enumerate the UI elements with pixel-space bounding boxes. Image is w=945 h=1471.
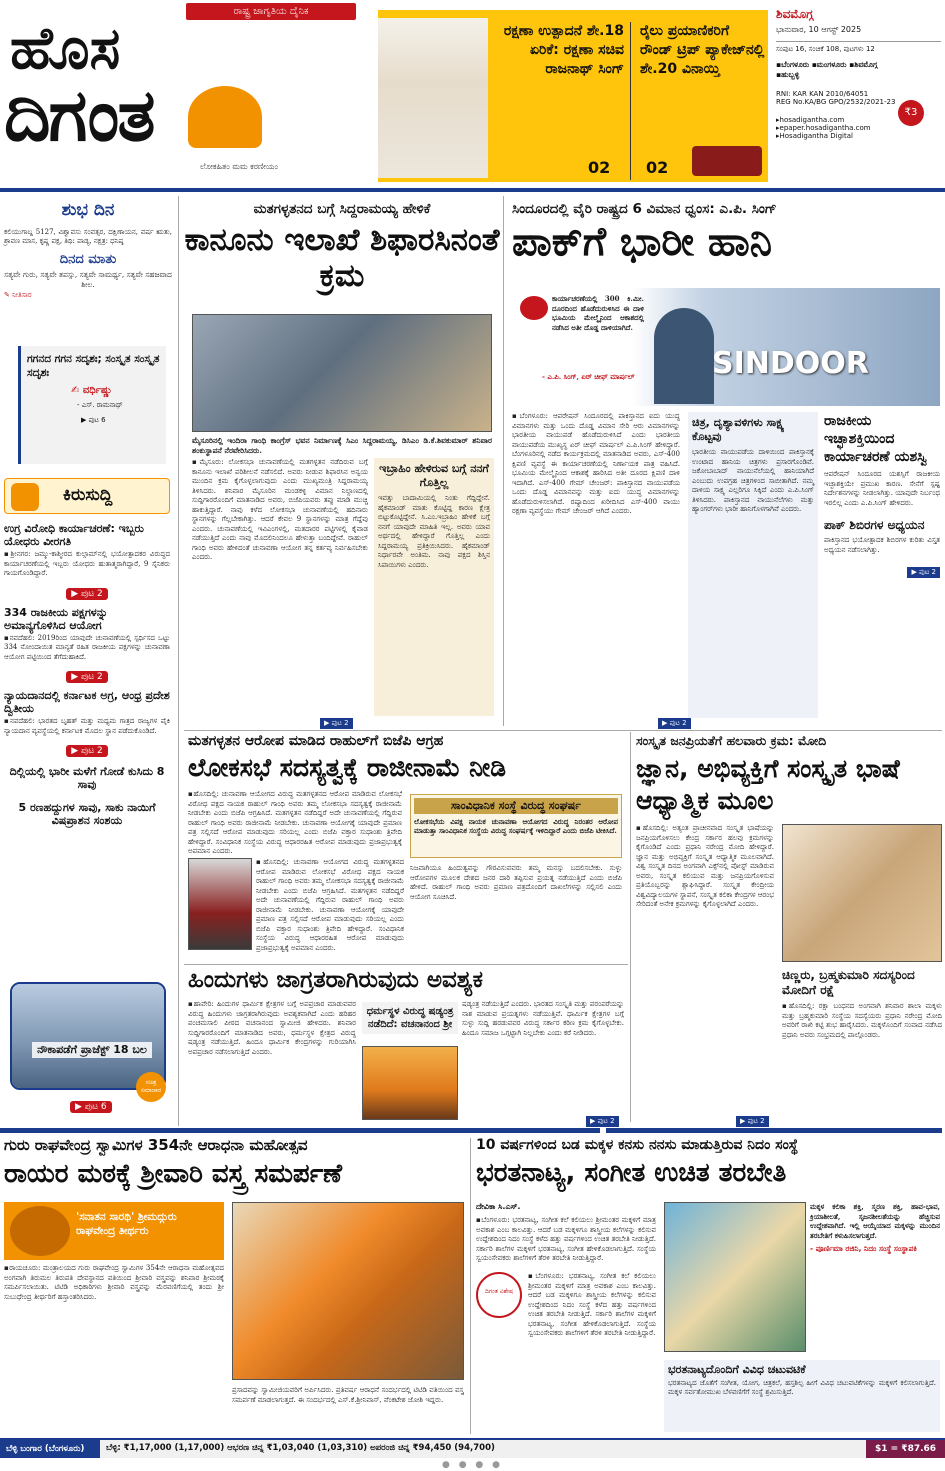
- teaser2-text: ರೈಲು ಪ್ರಯಾಣಿಕರಿಗೆ ರೌಂಡ್ ಟ್ರಿಪ್ ಪ್ಯಾಕೇಜ್‌ನಲ್ಲಿ ಶೇ.20 ವಿನಾಯ್ತಿ: [640, 23, 765, 77]
- price-badge: ₹3: [898, 100, 924, 126]
- story4-headline[interactable]: ಜ್ಞಾನ, ಅಭಿವ್ಯಕ್ತಿಗೆ ಸಂಸ್ಕೃತ ಭಾಷೆ ಆಧ್ಯಾತ್ಮಿಕ ಮೂಲ: [636, 754, 900, 816]
- story1-body: ▪ಮೈಸೂರು: ಲೋಕಸಭಾ ಚುನಾವಣೆಯಲ್ಲಿ ಮತಗಳ್ಳತನ ನಡೆದಿರುವ ಬಗ್ಗೆ ಕಾನೂನು ಇಲಾಖೆ ಪರಿಶೀಲನೆ ನಡೆಸಲಿದೆ. ಅವರು ನೀಡುವ ಶಿಫಾರಸಿನ ಅನ್ವಯ ಮುಂದಿನ ಕ್ರಮ ಕೈಗೊಳ್ಳಲಾಗುವುದು ಎಂದು ಮುಖ್ಯಮಂತ್ರಿ ಸಿದ್ದರಾಮಯ್ಯ ತಿಳಿಸಿದರು. ಶನಿವಾರ ಮೈಸೂರಿನ ಮಂಡಕಳ್ಳಿ ವಿಮಾನ ನಿಲ್ದಾಣದಲ್ಲಿ ಸುದ್ದಿಗಾರರೊಂದಿಗೆ ಮಾತನಾಡಿದ ಅವರು, ಬಿಜೆಪಿಯವರು ತಪ್ಪು ಮಾಡಿ ಮುಚ್ಚಿ ಹಾಕುತ್ತಿದ್ದಾರೆ. ನಾವು ಕಳೆದ ಲೋಕಸಭಾ ಚುನಾವಣೆಯಲ್ಲಿ ಹದಿನಾರು ಸ್ಥಾನಗಳನ್ನು ಗೆಲ್ಲಬೇಕಾಗಿತ್ತು. ಆದರೆ ಕೇವಲ 9 ಸ್ಥಾನಗಳನ್ನು ಮಾತ್ರ ಗೆದ್ದೆವು ಎಂದರು. ಚುನಾವಣೆಯಲ್ಲಿ ಇವಿಎಂಗಳಲ್ಲಿ, ಮತದಾರರ ಪಟ್ಟಿಗಳಲ್ಲಿ ಕೈವಾಡ ನಡೆಯುತ್ತಿದೆ ಎಂದು ನಾವು ಮೊದಲಿನಿಂದಲೂ ಹೇಳುತ್ತಾ ಬಂದಿದ್ದೇವೆ. ರಾಹುಲ್ ಗಾಂಧಿ ಅವರು ಹೇಳಿದಂತೆ ಚುನಾವಣಾ ಆಯೋಗ ತನ್ನ ಕರ್ತವ್ಯ ನಿರ್ವಹಿಸಬೇಕು ಎಂದರು.: [192, 458, 368, 561]
- story2-col2-headline[interactable]: ಚಿತ್ರ, ದೃಶ್ಯಾವಳಿಗಳು ಸಾಕ್ಷ್ಯ ಕೊಟ್ಟವು: [692, 416, 785, 443]
- story2-quote-by: - ಎ.ಪಿ. ಸಿಂಗ್, ಏರ್ ಚೀಫ್ ಮಾರ್ಷಲ್: [542, 372, 635, 381]
- panchanga-text: ಕಲಿಯುಗಾಬ್ದ 5127, ವಿಶ್ವಾವಸು ಸಂವತ್ಸರ, ದಕ್ಷಿಣಾಯನ, ವರ್ಷ ಋತು, ಶ್ರಾವಣ ಮಾಸ, ಕೃಷ್ಣ ಪಕ್ಷ, ತಿಥಿ: ಪಾಡ್ಯ, ನಕ್ಷತ್ರ: ಧನಿಷ್ಠ: [4, 227, 172, 246]
- story6-kicker: ಗುರು ರಾಘವೇಂದ್ರ ಸ್ವಾಮಿಗಳ 354ನೇ ಆರಾಧನಾ ಮಹೋತ್ಸವ: [4, 1136, 308, 1154]
- brief2-headline[interactable]: 334 ರಾಜಕೀಯ ಪಕ್ಷಗಳನ್ನು ಅಮಾನ್ಯಗೊಳಿಸಿದ ಆಯೋಗ: [4, 605, 108, 632]
- motto: ಲೋಕಹಿತಂ ಮಮ ಕರಣೀಯಂ: [200, 162, 279, 171]
- teaser1-page: 02: [588, 158, 611, 177]
- brief1-page[interactable]: ▶ ಪುಟ 2: [66, 588, 108, 600]
- story2-col3-body2: ಪಾಕಿಸ್ತಾನದ ಭಯೋತ್ಪಾದಕ ಶಿಬಿರಗಳ ಕುರಿತು ವಿಸ್ತೃತ ಅಧ್ಯಯನ ನಡೆಸಲಾಗಿತ್ತು.: [824, 536, 940, 554]
- story2-headline[interactable]: ಪಾಕ್‌ಗೆ ಭಾರೀ ಹಾನಿ: [512, 219, 772, 266]
- story1-side-body: ಇವತ್ತು ಬಾದಾಮಿಯಲ್ಲಿ ನಿಂತು ಗೆದ್ದಿದ್ದೇನೆ. ಹೈಕಮಾಂಡ್ ಮಾತು ಕೊಟ್ಟಿದ್ದ ಕಾರಣ ಕ್ಷೇತ್ರ ಬಿಟ್ಟುಕೊಟ್ಟಿದ್ದೇನೆ. ಸಿ.ಎಂ.ಇಬ್ರಾಹಿಂ ಹೇಳಿಕೆ ಬಗ್ಗೆ ನನಗೆ ಯಾವುದೇ ಮಾಹಿತಿ ಇಲ್ಲ. ಅವರು ಯಾವ ಅರ್ಥದಲ್ಲಿ ಹೇಳಿದ್ದಾರೆ ಗೊತ್ತಿಲ್ಲ ಎಂದು ಸಿದ್ದರಾಮಯ್ಯ ಪ್ರತಿಕ್ರಿಯಿಸಿದರು. ಹೈಕಮಾಂಡ್ ನಿರ್ಧಾರವೇ ಅಂತಿಮ. ನಾವು ಪಕ್ಷದ ಶಿಸ್ತಿನ ಸಿಪಾಯಿಗಳು ಎಂದರು.: [378, 494, 490, 569]
- story5-page[interactable]: ▶ ಪುಟ 2: [586, 1116, 619, 1127]
- story3-photo: [188, 858, 252, 950]
- story3-box-body: ಲೋಕಸಭೆಯ ವಿಪಕ್ಷ ನಾಯಕ ಚುನಾವಣಾ ಆಯೋಗದ ವಿರುದ್ಧ ನಿರಂತರ ಆರೋಪ ಮಾಡುತ್ತಾ ಸಾಂವಿಧಾನಿಕ ಸಂಸ್ಥೆಯ ವಿರುದ್ಧ ಸಂಘರ್ಷಕ್ಕೆ ಇಳಿದಿದ್ದಾರೆ ಎಂದು ಬಿಜೆಪಿ ಟೀಕಿಸಿದೆ.: [414, 816, 618, 836]
- story1-headline[interactable]: ಕಾನೂನು ಇಲಾಖೆ ಶಿಫಾರಸಿನಂತೆ ಕ್ರಮ: [184, 222, 500, 295]
- row-divider: [184, 730, 942, 731]
- story2-quote: ಕಾರ್ಯಾಚರಣೆಯಲ್ಲಿ 300 ಕಿ.ಮೀ. ದೂರದಿಂದ ಹೊಡೆದುರುಳಿಸಿದ ಈ ದಾಳಿ ಭೂಮಿಯ ಮೇಲ್ಮೈನಿಂದ ಆಕಾಶದಲ್ಲಿ ನಡೆಸಿದ ಅತೀ ದೊಡ್ಡ ದಾಳಿಯಾಗಿದೆ.: [552, 294, 644, 332]
- ship-badge: ಸಚಿತ್ರ ಸಮಾಚಾರ: [136, 1072, 166, 1102]
- story6-body2: ಪ್ರಸಾದವನ್ನು ಸ್ವಾಮೀಜಿಯವರಿಗೆ ಅರ್ಪಿಸಿದರು. ಪ್ರತಿವರ್ಷ ಆರಾಧನೆ ಸಂದರ್ಭದಲ್ಲಿ ಟಿಟಿಡಿ ವತಿಯಿಂದ ವಸ್ತ್ರ ಸಮರ್ಪಣೆ ಮಾಡಲಾಗುತ್ತದೆ. ಈ ಸಂದರ್ಭದಲ್ಲಿ ಎಸ್.ಕೆ.ಶ್ರೀನಿವಾಸ್, ವೆಂಕಟೇಶ ಜೋಶಿ ಇದ್ದರು.: [232, 1386, 464, 1404]
- story6-headline[interactable]: ರಾಯರ ಮಠಕ್ಕೆ ಶ್ರೀವಾರಿ ವಸ್ತ್ರ ಸಮರ್ಪಣೆ: [4, 1158, 342, 1189]
- brief3-page[interactable]: ▶ ಪುಟ 2: [66, 745, 108, 757]
- story3-body-cont: ▪ಹೊಸದಿಲ್ಲಿ: ಚುನಾವಣಾ ಆಯೋಗದ ವಿರುದ್ಧ ಮತಗಳ್ಳತನದ ಆರೋಪ ಮಾಡಿರುವ ಲೋಕಸಭೆ ವಿರೋಧ ಪಕ್ಷದ ನಾಯಕ ರಾಹುಲ್ ಗಾಂಧಿ ಅವರು ತಮ್ಮ ಲೋಕಸಭಾ ಸದಸ್ಯತ್ವಕ್ಕೆ ರಾಜೀನಾಮೆ ನೀಡಬೇಕು ಎಂದು ಬಿಜೆಪಿ ಆಗ್ರಹಿಸಿದೆ. ಮತಗಳ್ಳತನ ನಡೆದಿದ್ದರೆ ಅದೇ ಚುನಾವಣೆಯಲ್ಲಿ ಗೆದ್ದಿರುವ ರಾಹುಲ್ ಗಾಂಧಿ ಅವರು ರಾಜೀನಾಮೆ ನೀಡಬೇಕು. ಚುನಾವಣಾ ಆಯೋಗಕ್ಕೆ ಯಾವುದೇ ಪ್ರಮಾಣ ಪತ್ರ ಸಲ್ಲಿಸದೆ ಆರೋಪ ಮಾಡುವುದು ಸರಿಯಲ್ಲ ಎಂದು ಬಿಜೆಪಿ ವಕ್ತಾರ ಸುಧಾಂಶು ತ್ರಿವೇದಿ ಹೇಳಿದ್ದಾರೆ. ಸಂವಿಧಾನಿಕ ಸಂಸ್ಥೆಯ ವಿರುದ್ಧ ಆಧಾರರಹಿತ ಆರೋಪ ಮಾಡುವುದು ಪ್ರಜಾಪ್ರಭುತ್ವಕ್ಕೆ ಅಪಮಾನ ಎಂದರು.: [256, 858, 404, 952]
- story4-page[interactable]: ▶ ಪುಟ 2: [736, 1116, 769, 1127]
- shubha-dina-title: ಶುಭ ದಿನ: [61, 200, 115, 220]
- story7-quote-by: - ಪೂರ್ಣಿಮಾ ರಜಿನಿ, ನಿದಂ ಸಂಸ್ಥೆ ಸಂಸ್ಥಾಪಕಿ: [810, 1244, 917, 1253]
- story2-col3-page[interactable]: ▶ ಪುಟ 2: [907, 567, 940, 578]
- tagline: ರಾಷ್ಟ್ರ ಜಾಗೃತಿಯ ದೈನಿಕ: [186, 3, 356, 20]
- story-rayara-matha: [4, 1138, 466, 1434]
- story-rahul: [184, 732, 626, 962]
- story6-photo: [232, 1202, 464, 1380]
- story7-badge: ದಿಗಂತ ವಿಶೇಷ: [476, 1272, 522, 1318]
- story3-box: [410, 794, 622, 858]
- brief2-page[interactable]: ▶ ಪುಟ 2: [66, 671, 108, 683]
- reg-number: REG No.KA/BG GPO/2532/2021-23: [776, 97, 896, 106]
- quote-text: ಸತ್ಯವೇ ಗುರು, ಸತ್ಯವೇ ತಪಸ್ಸು, ಸತ್ಯವೇ ಸಾಮರ್ಥ್ಯ, ಸತ್ಯವೇ ಸಹಜವಾದ ಶೀಲ.: [4, 270, 172, 289]
- brief3-headline[interactable]: ನ್ಯಾಯದಾನದಲ್ಲಿ ಕರ್ನಾಟಕ ಅಗ್ರ, ಆಂಧ್ರ ಪ್ರದೇಶ ದ್ವಿತೀಯ: [4, 689, 170, 715]
- youtube-link[interactable]: ▸Hosadigantha Digital: [776, 131, 853, 140]
- story7-side-text: ಮಕ್ಕಳ ಕಲಿಕಾ ಶಕ್ತಿ, ಸ್ಮರಣ ಶಕ್ತಿ, ಹಾವ-ಭಾವ, ಕ್ರಿಯಾಶೀಲತೆ, ಸೃಜನಶೀಲತೆಯನ್ನು ಹೆಚ್ಚಿಸುವ ಉದ್ದೇಶವಾಗಿದೆ. ಇಲ್ಲಿ ಆಯ್ಕೆಯಾದ ಮಕ್ಕಳನ್ನು ಮುಂದಿನ ತರಬೇತಿಗೆ ಕಳುಹಿಸಲಾಗುತ್ತದೆ.: [810, 1202, 940, 1240]
- story1-sidebox: [374, 458, 494, 716]
- col-divider: [178, 196, 179, 1126]
- ship-page[interactable]: ▶ ಪುಟ 6: [70, 1101, 112, 1113]
- story6-body: ▪ರಾಯಚೂರು: ಮಂತ್ರಾಲಯದ ಗುರು ರಾಘವೇಂದ್ರ ಸ್ವಾಮಿಗಳ 354ನೇ ಆರಾಧನಾ ಮಹೋತ್ಸವದ ಅಂಗವಾಗಿ ತಿರುಮಲ ತಿರುಪತಿ ದೇವಸ್ಥಾನದ ವತಿಯಿಂದ ಶ್ರೀವಾರಿ ವಸ್ತ್ರವನ್ನು ಶನಿವಾರ ಶ್ರೀಮಠಕ್ಕೆ ಸಮರ್ಪಿಸಲಾಯಿತು. ಟಿಟಿಡಿ ಅಧಿಕಾರಿಗಳು ಶ್ರೀವಾರಿ ವಸ್ತ್ರವನ್ನು ಮೆರವಣಿಗೆಯಲ್ಲಿ ತಂದು ಶ್ರೀ ಸುಬುಧೇಂದ್ರ ತೀರ್ಥರಿಗೆ ಹಸ್ತಾಂತರಿಸಿದರು.: [4, 1264, 224, 1301]
- poem-box[interactable]: [18, 346, 166, 464]
- story5-headline[interactable]: ಹಿಂದುಗಳು ಜಾಗ್ರತರಾಗಿರುವುದು ಅವಶ್ಯಕ: [188, 967, 483, 993]
- footer-label: ಬೆಳ್ಳಿ ಬಂಗಾರ (ಬೆಂಗಳೂರು): [0, 1440, 100, 1458]
- brief2-body: ▪ನವದೆಹಲಿ: 2019ರಿಂದ ಯಾವುದೇ ಚುನಾವಣೆಯಲ್ಲಿ ಸ್ಪರ್ಧಿಸದ ಒಟ್ಟು 334 ನೋಂದಾಯಿತ ಮಾನ್ಯತೆ ರಹಿತ ರಾಜಕೀಯ ಪಕ್ಷಗಳನ್ನು ಚುನಾವಣಾ ಆಯೋಗ ಪಟ್ಟಿಯಿಂದ ತೆಗೆದುಹಾಕಿದೆ.: [4, 633, 170, 661]
- edition-city: ಶಿವಮೊಗ್ಗ: [776, 7, 814, 21]
- sindoor-logo: SINDOOR: [712, 346, 869, 381]
- story2-photo: [512, 288, 940, 406]
- teaser1-text: ರಕ್ಷಣಾ ಉತ್ಪಾದನೆ ಶೇ.18 ಏರಿಕೆ: ರಕ್ಷಣಾ ಸಚಿವ ರಾಜನಾಥ್ ಸಿಂಗ್: [503, 23, 624, 77]
- story-sindoor: [508, 196, 942, 726]
- section-rule: [0, 1128, 600, 1133]
- poem-title: ಗಗನದ ಗಗನ ಸದೃಶಃ; ಸಂಸ್ಕೃತ ಸಂಸ್ಕೃತ ಸದೃಶಃ: [27, 353, 160, 379]
- print-registration-marks: ● ● ● ●: [442, 1460, 503, 1470]
- story7-box-headline[interactable]: ಭರತನಾಟ್ಯದೊಂದಿಗೆ ವಿವಿಧ ಚಟುವಟಿಕೆ: [668, 1363, 806, 1376]
- story7-box-body: ಭರತನಾಟ್ಯದ ಜೊತೆಗೆ ಸಂಗೀತ, ಯೋಗ, ಚಿತ್ರಕಲೆ, ಹಸ್ತಶಿಲ್ಪ ಹೀಗೆ ವಿವಿಧ ಚಟುವಟಿಕೆಗಳನ್ನು ಮಕ್ಕಳಿಗೆ ಕಲಿಸಲಾಗುತ್ತಿದೆ. ಮಕ್ಕಳ ಸರ್ವತೋಮುಖ ಬೆಳವಣಿಗೆಗೆ ಸಂಸ್ಥೆ ಶ್ರಮಿಸುತ್ತಿದೆ.: [668, 1378, 936, 1397]
- story2-body: ▪ಬೆಂಗಳೂರು: ಆಪರೇಷನ್ ಸಿಂದೂರದಲ್ಲಿ ಪಾಕಿಸ್ತಾನದ ಐದು ಯುದ್ಧ ವಿಮಾನಗಳು ಮತ್ತು ಒಂದು ದೊಡ್ಡ ವಿಮಾನ ಸೇರಿ ಆರು ವಿಮಾನಗಳನ್ನು ಭಾರತೀಯ ವಾಯುಪಡೆ ಹೊಡೆದುರುಳಿಸಿದೆ ಎಂದು ಭಾರತೀಯ ವಾಯುಪಡೆಯ ಮುಖ್ಯಸ್ಥ ಏರ್ ಚೀಫ್ ಮಾರ್ಷಲ್ ಎ.ಪಿ.ಸಿಂಗ್ ಹೇಳಿದ್ದಾರೆ. ಬೆಂಗಳೂರಿನಲ್ಲಿ ನಡೆದ ಕಾರ್ಯಕ್ರಮದಲ್ಲಿ ಮಾತನಾಡಿದ ಅವರು, ಎಸ್-400 ಕ್ಷಿಪಣಿ ವ್ಯವಸ್ಥೆ ಈ ಕಾರ್ಯಾಚರಣೆಯಲ್ಲಿ ನಿರ್ಣಾಯಕ ಪಾತ್ರ ವಹಿಸಿದೆ. ಭೂಮಿಯ ಮೇಲ್ಮೈನಿಂದ ಆಕಾಶಕ್ಕೆ ಹಾರಿಸಿದ ಅತೀ ದೂರದ ಕ್ಷಿಪಣಿ ದಾಳಿ ಇದಾಗಿದೆ. ಎಸ್-400 ಗೇಮ್ ಚೇಂಜರ್: ಪಾಕಿಸ್ತಾನದ ವಾಯುಪಡೆಯ ಒಂದು ದೊಡ್ಡ ವಿಮಾನವನ್ನು ಮತ್ತು ಐದು ಯುದ್ಧ ವಿಮಾನಗಳನ್ನು ಹೊಡೆದುರುಳಿಸಲಾಗಿದೆ. ರಷ್ಯಾದಿಂದ ಖರೀದಿಸಿದ ಎಸ್-400 ವಾಯು ರಕ್ಷಣಾ ವ್ಯವಸ್ಥೆಯು ಗೇಮ್ ಚೇಂಜರ್ ಆಗಿದೆ ಎಂದರು.: [512, 412, 680, 515]
- story4-body: ▪ಹೊಸದಿಲ್ಲಿ: ಅತ್ಯಂತ ಪ್ರಾಚೀನವಾದ ಸಂಸ್ಕೃತ ಭಾಷೆಯನ್ನು ಜನಪ್ರಿಯಗೊಳಿಸಲು ಕೇಂದ್ರ ಸರ್ಕಾರ ಹಲವು ಕ್ರಮಗಳನ್ನು ಕೈಗೊಂಡಿದೆ ಎಂದು ಪ್ರಧಾನಿ ನರೇಂದ್ರ ಮೋದಿ ಹೇಳಿದ್ದಾರೆ. ಜ್ಞಾನ ಮತ್ತು ಅಭಿವ್ಯಕ್ತಿಗೆ ಸಂಸ್ಕೃತ ಆಧ್ಯಾತ್ಮಿಕ ಮೂಲವಾಗಿದೆ. ವಿಶ್ವ ಸಂಸ್ಕೃತ ದಿನದ ಅಂಗವಾಗಿ ಎಕ್ಸ್‌ನಲ್ಲಿ ಪೋಸ್ಟ್ ಮಾಡಿರುವ ಅವರು, ಸಂಸ್ಕೃತ ಕಲಿಯುವ ಮತ್ತು ಜನಪ್ರಿಯಗೊಳಿಸುವ ಪ್ರತಿಯೊಬ್ಬರನ್ನು ಶ್ಲಾಘಿಸಿದ್ದಾರೆ. ಸಂಸ್ಕೃತ ಕೇಂದ್ರೀಯ ವಿಶ್ವವಿದ್ಯಾಲಯಗಳ ಸ್ಥಾಪನೆ, ಸಂಸ್ಕೃತ ಕಲಿಕಾ ಕೇಂದ್ರಗಳ ಆರಂಭ ಸೇರಿದಂತೆ ಅನೇಕ ಕ್ರಮಗಳನ್ನು ಕೈಗೊಳ್ಳಲಾಗಿದೆ ಎಂದರು.: [636, 824, 774, 908]
- story2-kicker: ಸಿಂದೂರದಲ್ಲಿ ವೈರಿ ರಾಷ್ಟ್ರದ 6 ವಿಮಾನ ಧ್ವಂಸ: ಎ.ಪಿ. ಸಿಂಗ್: [512, 201, 777, 217]
- teaser-divider: [630, 22, 631, 180]
- brief1-body: ▪ಶ್ರೀನಗರ: ಜಮ್ಮು-ಕಾಶ್ಮೀರದ ಕುಲ್ಗಾಮ್‌ನಲ್ಲಿ ಭಯೋತ್ಪಾದಕರ ವಿರುದ್ಧದ ಕಾರ್ಯಾಚರಣೆಯಲ್ಲಿ ಇಬ್ಬರು ಯೋಧರು ಹುತಾತ್ಮರಾಗಿದ್ದಾರೆ, 9 ಸೈನಿಕರು ಗಾಯಗೊಂಡಿದ್ದಾರೆ.: [4, 550, 170, 577]
- story7-photo: [664, 1202, 806, 1352]
- edition-list: ▪ಬೆಂಗಳೂರು ▪ಮಂಗಳೂರು ▪ಶಿವಮೊಗ್ಗ ▪ಹುಬ್ಬಳ್ಳಿ: [776, 59, 878, 79]
- brief3-body: ▪ನವದೆಹಲಿ: ಭಾರತದ ಬೃಹತ್ ಮತ್ತು ಮಧ್ಯಮ ಗಾತ್ರದ ರಾಜ್ಯಗಳ ಪೈಕಿ ನ್ಯಾಯದಾನ ವ್ಯವಸ್ಥೆಯಲ್ಲಿ ಕರ್ನಾಟಕ ಮೊದಲ ಸ್ಥಾನ ಪಡೆದುಕೊಂಡಿದೆ.: [4, 717, 170, 735]
- train-icon: [692, 146, 762, 176]
- story1-page[interactable]: ▶ ಪುಟ 2: [320, 718, 353, 729]
- story7-kicker: 10 ವರ್ಷಗಳಿಂದ ಬಡ ಮಕ್ಕಳ ಕನಸು ನನಸು ಮಾಡುತ್ತಿರುವ ನಿದಂ ಸಂಸ್ಥೆ: [476, 1137, 799, 1153]
- quote-mark-icon: [520, 296, 548, 320]
- edition-issue: ಸಂಪುಟ 16, ಸಂಚಿಕೆ 108, ಪುಟಗಳು 12: [776, 41, 941, 54]
- masthead-rule: [0, 188, 945, 192]
- sidebar: [4, 196, 172, 1126]
- brief5-headline[interactable]: 5 ರಣಹದ್ದುಗಳ ಸಾವು, ಸಾಕು ನಾಯಿಗೆ ವಿಷಪ್ರಾಶನ ಸಂಶಯ: [18, 801, 156, 827]
- story2-col3-body: ಆಪರೇಷನ್ ಸಿಂದೂರದ ಯಶಸ್ಸಿಗೆ ರಾಜಕೀಯ ಇಚ್ಛಾಶಕ್ತಿಯೇ ಪ್ರಮುಖ ಕಾರಣ. ಸೇನೆಗೆ ಸ್ಪಷ್ಟ ನಿರ್ದೇಶನಗಳನ್ನು ನೀಡಲಾಗಿತ್ತು. ಯಾವುದೇ ನಿರ್ಬಂಧ ಇರಲಿಲ್ಲ ಎಂದು ಎ.ಪಿ.ಸಿಂಗ್ ಹೇಳಿದರು.: [824, 470, 940, 507]
- story7-box: [664, 1360, 940, 1432]
- kirusuddi-header: [4, 478, 170, 514]
- masthead: [0, 0, 945, 188]
- story-siddaramaiah: [184, 196, 500, 726]
- masthead-name-top: ಹೊಸ: [10, 14, 121, 82]
- row-divider: [184, 964, 628, 965]
- hand-icon: [11, 483, 39, 511]
- story1-kicker: ಮತಗಳ್ಳತನದ ಬಗ್ಗೆ ಸಿದ್ದರಾಮಯ್ಯ ಹೇಳಿಕೆ: [253, 201, 431, 217]
- footer-rates: ಬೆಳ್ಳಿ: ₹1,17,000 (1,17,000) ಆಭರಣ ಚಿನ್ನ ₹1,03,040 (1,03,310) ಅಪರಂಜಿ ಚಿನ್ನ ₹94,450 (94,700): [106, 1443, 495, 1453]
- footer: [0, 1438, 945, 1458]
- teaser-panel[interactable]: [378, 10, 768, 182]
- story3-box-headline[interactable]: ಸಾಂವಿಧಾನಿಕ ಸಂಸ್ಥೆ ವಿರುದ್ಧ ಸಂಘರ್ಷ: [414, 798, 618, 814]
- story5-side[interactable]: ಧರ್ಮಸ್ಥಳ ವಿರುದ್ಧ ಷಡ್ಯಂತ್ರ ನಡೆದಿದೆ: ವಚನಾನಂದ ಶ್ರೀ: [362, 1002, 458, 1034]
- officer-photo: [654, 308, 714, 404]
- brief1-headline[interactable]: ಉಗ್ರ ವಿರೋಧಿ ಕಾರ್ಯಾಚರಣೆ: ಇಬ್ಬರು ಯೋಧರು ವೀರಗತಿ: [4, 522, 144, 548]
- story5-photo: [362, 1046, 458, 1120]
- story2-col3-headline[interactable]: ರಾಜಕೀಯ ಇಚ್ಛಾಶಕ್ತಿಯಿಂದ ಕಾರ್ಯಾಚರಣೆ ಯಶಸ್ವಿ: [824, 413, 928, 465]
- story1-side-headline[interactable]: ಇಬ್ರಾಹಿಂ ಹೇಳಿರುವ ಬಗ್ಗೆ ನನಗೆ ಗೊತ್ತಿಲ್ಲ: [379, 462, 489, 489]
- story2-col3: [824, 412, 940, 718]
- section-rule: [606, 1128, 942, 1133]
- story2-page[interactable]: ▶ ಪುಟ 2: [658, 718, 691, 729]
- epaper-link[interactable]: ▸epaper.hosadigantha.com: [776, 123, 871, 132]
- brief4-headline[interactable]: ದಿಲ್ಲಿಯಲ್ಲಿ ಭಾರೀ ಮಳೆಗೆ ಗೋಡೆ ಕುಸಿದು 8 ಸಾವು: [9, 765, 165, 791]
- col-divider: [470, 1138, 471, 1434]
- teaser-photo: [378, 18, 488, 178]
- col-divider: [630, 732, 631, 1122]
- story4-kicker: ಸಂಸ್ಕೃತ ಜನಪ್ರಿಯತೆಗೆ ಹಲವಾರು ಕ್ರಮ: ಮೋದಿ: [636, 733, 827, 748]
- story4-photo: [782, 824, 942, 962]
- teaser2-page: 02: [646, 158, 669, 177]
- story7-side: [810, 1202, 940, 1352]
- poem-author: ✍ ವರ್ಧಿಷ್ಣು: [71, 385, 113, 396]
- logo-emblem-icon: [188, 86, 262, 148]
- story7-body-cont: ▪ಬೆಂಗಳೂರು: ಭರತನಾಟ್ಯ, ಸಂಗೀತ ಕಲೆ ಕಲಿಯಲು ಶ್ರೀಮಂತರ ಮಕ್ಕಳಿಗೆ ಮಾತ್ರ ಅವಕಾಶ ಎಂಬ ಕಾಲವಿತ್ತು. ಆದರೆ ಬಡ ಮಕ್ಕಳಿಗೂ ಶಾಸ್ತ್ರೀಯ ಕಲೆಗಳನ್ನು ಕಲಿಸುವ ಉದ್ದೇಶದಿಂದ ನಿದಂ ಸಂಸ್ಥೆ ಕಳೆದ ಹತ್ತು ವರ್ಷಗಳಿಂದ ಉಚಿತ ತರಬೇತಿ ನೀಡುತ್ತಿದೆ. ಸರ್ಕಾರಿ ಶಾಲೆಗಳ ಮಕ್ಕಳಿಗೆ ಭರತನಾಟ್ಯ, ಸಂಗೀತ ಹೇಳಿಕೊಡಲಾಗುತ್ತಿದೆ. ಸಂಸ್ಥೆಯ ಸ್ವಯಂಸೇವಕರು ಶಾಲೆಗಳಿಗೆ ತೆರಳಿ ತರಬೇತಿ ನೀಡುತ್ತಿದ್ದಾರೆ.: [528, 1272, 656, 1337]
- story6-banner: [4, 1202, 224, 1260]
- story2-col2-body: ಭಾರತೀಯ ವಾಯುಪಡೆಯ ದಾಳಿಯಿಂದ ಪಾಕಿಸ್ತಾನಕ್ಕೆ ಉಂಟಾದ ಹಾನಿಯ ಚಿತ್ರಗಳು ಪ್ರಸಾರಗೊಂಡಿವೆ. ಜಕೋಬಾಬಾದ್ ವಾಯುನೆಲೆಯಲ್ಲಿ ಹಾನಿಯಾಗಿದೆ ಎಂಬುದು ಉಪಗ್ರಹ ಚಿತ್ರಗಳಿಂದ ಸಾಬೀತಾಗಿದೆ. ನಮ್ಮ ದಾಳಿಯ ಸಾಕ್ಷ್ಯ ಎಲ್ಲರಿಗೂ ಸಿಕ್ಕಿದೆ ಎಂದು ಎ.ಪಿ.ಸಿಂಗ್ ತಿಳಿಸಿದರು. ಪಾಕಿಸ್ತಾನದ ವಾಯುನೆಲೆಗಳು ಮತ್ತು ಹ್ಯಾಂಗರ್‌ಗಳು ಭಾರೀ ಹಾನಿಗೊಳಗಾಗಿವೆ ಎಂದರು.: [692, 448, 814, 513]
- story1-caption: ಮೈಸೂರಿನಲ್ಲಿ ಇಂದಿರಾ ಗಾಂಧಿ ಕಾಂಗ್ರೆಸ್ ಭವನ ನಿರ್ಮಾಣಕ್ಕೆ ಸಿಎಂ ಸಿದ್ದರಾಮಯ್ಯ, ಡಿಸಿಎಂ ಡಿ.ಕೆ.ಶಿವಕುಮಾರ್ ಶನಿವಾರ ಶಂಕುಸ್ಥಾಪನೆ ನೆರವೇರಿಸಿದರು.: [192, 436, 492, 455]
- story-hindus: [184, 966, 628, 1125]
- story3-body2: ನಿಜವಾಗಿಯೂ ಹಿಂದುತ್ವವನ್ನು ಗೌರವಿಸುವವರು ತಮ್ಮ ಮನಸ್ಸು ಬದಲಿಸಬೇಕು. ಸುಳ್ಳು ಆರೋಪಗಳ ಮೂಲಕ ದೇಶದ ಜನರ ದಾರಿ ತಪ್ಪಿಸುವ ಪ್ರಯತ್ನ ನಡೆಯುತ್ತಿದೆ ಎಂದು ಬಿಜೆಪಿ ಹೇಳಿದೆ. ರಾಹುಲ್ ಗಾಂಧಿ ಅವರು ಪ್ರಮಾಣ ಪತ್ರದೊಂದಿಗೆ ದಾಖಲೆಗಳನ್ನು ಸಲ್ಲಿಸಲಿ ಎಂದು ಆಯೋಗ ಸೂಚಿಸಿದೆ.: [410, 864, 622, 901]
- story7-byline: ದೇವಿಕಾ ಸಿ.ಎಸ್.: [476, 1202, 521, 1211]
- story3-kicker: ಮತಗಳ್ಳತನ ಆರೋಪ ಮಾಡಿದ ರಾಹುಲ್‌ಗೆ ಬಿಜೆಪಿ ಆಗ್ರಹ: [188, 733, 444, 749]
- story5-body2: ಷಡ್ಯಂತ್ರ ನಡೆಯುತ್ತಿದೆ ಎಂದರು. ಭಾರತದ ಸಂಸ್ಕೃತಿ ಮತ್ತು ಪರಂಪರೆಯನ್ನು ನಾಶ ಮಾಡುವ ಪ್ರಯತ್ನಗಳು ನಡೆಯುತ್ತಿವೆ. ಧಾರ್ಮಿಕ ಕ್ಷೇತ್ರಗಳ ಬಗ್ಗೆ ಸುಳ್ಳು ಸುದ್ದಿ ಹರಡುವವರ ವಿರುದ್ಧ ಸರ್ಕಾರ ಕಠಿಣ ಕ್ರಮ ಕೈಗೊಳ್ಳಬೇಕು. ಹಿಂದೂ ಸಮಾಜ ಒಗ್ಗಟ್ಟಾಗಿ ನಿಲ್ಲಬೇಕು ಎಂದು ಕರೆ ನೀಡಿದರು.: [462, 1000, 624, 1037]
- edition-info: [776, 8, 941, 184]
- footer-dollar: $1 = ₹87.66: [866, 1440, 945, 1458]
- story7-headline[interactable]: ಭರತನಾಟ್ಯ, ಸಂಗೀತ ಉಚಿತ ತರಬೇತಿ: [476, 1157, 787, 1188]
- story4-photo-body: ▪ಹೊಸದಿಲ್ಲಿ: ರಕ್ಷಾ ಬಂಧನದ ಅಂಗವಾಗಿ ಶನಿವಾರ ಶಾಲಾ ಮಕ್ಕಳು ಮತ್ತು ಬ್ರಹ್ಮಕುಮಾರಿ ಸಂಸ್ಥೆಯ ಸದಸ್ಯೆಯರು ಪ್ರಧಾನಿ ನರೇಂದ್ರ ಮೋದಿ ಅವರಿಗೆ ರಾಖಿ ಕಟ್ಟಿ ಶುಭ ಹಾರೈಸಿದರು. ಮಕ್ಕಳೊಂದಿಗೆ ಸಂವಾದ ನಡೆಸಿದ ಪ್ರಧಾನಿ ಅವರು ಸಂಭ್ರಮದಲ್ಲಿ ಪಾಲ್ಗೊಂಡರು.: [782, 1002, 942, 1039]
- masthead-name-bottom: ದಿಗಂತ: [4, 73, 154, 157]
- quote-author: ✎ ನೀತಿಸಾರ: [4, 291, 32, 300]
- story2-col3-headline2[interactable]: ಪಾಕ್ ಶಿಬಿರಗಳ ಅಧ್ಯಯನ: [824, 518, 925, 532]
- poem-note: - ಎಸ್. ರಾಮನಾಥ್: [77, 400, 123, 409]
- story4-photo-caption[interactable]: ಚಿಣ್ಣರು, ಬ್ರಹ್ಮಕುಮಾರಿ ಸದಸ್ಯರಿಂದ ಮೋದಿಗೆ ರಕ್ಷೆ: [782, 968, 915, 997]
- col-divider: [503, 196, 504, 726]
- story5-body: ▪ಹಾವೇರಿ: ಹಿಂದುಗಳ ಧಾರ್ಮಿಕ ಕ್ಷೇತ್ರಗಳ ಬಗ್ಗೆ ಅಪಪ್ರಚಾರ ಮಾಡುವವರ ವಿರುದ್ಧ ಹಿಂದುಗಳು ಜಾಗ್ರತರಾಗಿರುವುದು ಅವಶ್ಯಕವಾಗಿದೆ ಎಂದು ಹರಿಹರ ಪಂಚಮಸಾಲಿ ಪೀಠದ ವಚನಾನಂದ ಸ್ವಾಮೀಜಿ ಹೇಳಿದರು. ಶನಿವಾರ ಸುದ್ದಿಗಾರರೊಂದಿಗೆ ಮಾತನಾಡಿದ ಅವರು, ಧರ್ಮಸ್ಥಳ ಕ್ಷೇತ್ರದ ವಿರುದ್ಧ ಷಡ್ಯಂತ್ರ ನಡೆಯುತ್ತಿದೆ. ಹಿಂದೂ ಧಾರ್ಮಿಕ ಕೇಂದ್ರಗಳನ್ನು ಗುರಿಯಾಗಿಸಿ ಅಪಪ್ರಚಾರ ನಡೆಸಲಾಗುತ್ತಿದೆ ಎಂದರು.: [188, 1000, 356, 1056]
- rni-number: RNI: KAR KAN 2010/64051: [776, 89, 869, 98]
- website-link[interactable]: ▸hosadigantha.com: [776, 115, 845, 124]
- story3-headline[interactable]: ಲೋಕಸಭೆ ಸದಸ್ಯತ್ವಕ್ಕೆ ರಾಜೀನಾಮೆ ನೀಡಿ: [188, 752, 506, 782]
- dinada-matu-title: ದಿನದ ಮಾತು: [59, 251, 117, 267]
- story1-photo: [192, 314, 492, 432]
- story-sanskrit: [636, 732, 942, 1125]
- ship-headline: ನೌಕಾಪಡೆಗೆ ಪ್ರಾಜೆಕ್ಟ್ 18 ಬಲ: [32, 1042, 152, 1058]
- kirusuddi-title: ಕಿರುಸುದ್ದಿ: [63, 485, 113, 505]
- edition-date: ಭಾನುವಾರ, 10 ಆಗಸ್ಟ್ 2025: [776, 24, 862, 34]
- story6-banner-text: 'ಸನಾತನ ಸಾರಥಿ' ಶ್ರೀಮದ್ಗುರು ರಾಘವೇಂದ್ರ ತೀರ್ಥರು: [76, 1211, 177, 1237]
- story-bharatanatya: [476, 1138, 942, 1434]
- brief-news-list: [4, 522, 170, 827]
- story3-body: ▪ಹೊಸದಿಲ್ಲಿ: ಚುನಾವಣಾ ಆಯೋಗದ ವಿರುದ್ಧ ಮತಗಳ್ಳತನದ ಆರೋಪ ಮಾಡಿರುವ ಲೋಕಸಭೆ ವಿರೋಧ ಪಕ್ಷದ ನಾಯಕ ರಾಹುಲ್ ಗಾಂಧಿ ಅವರು ತಮ್ಮ ಲೋಕಸಭಾ ಸದಸ್ಯತ್ವಕ್ಕೆ ರಾಜೀನಾಮೆ ನೀಡಬೇಕು ಎಂದು ಬಿಜೆಪಿ ಆಗ್ರಹಿಸಿದೆ. ಮತಗಳ್ಳತನ ನಡೆದಿದ್ದರೆ ಅದೇ ಚುನಾವಣೆಯಲ್ಲಿ ಗೆದ್ದಿರುವ ರಾಹುಲ್ ಗಾಂಧಿ ಅವರು ರಾಜೀನಾಮೆ ನೀಡಬೇಕು. ಚುನಾವಣಾ ಆಯೋಗಕ್ಕೆ ಯಾವುದೇ ಪ್ರಮಾಣ ಪತ್ರ ಸಲ್ಲಿಸದೆ ಆರೋಪ ಮಾಡುವುದು ಸರಿಯಲ್ಲ ಎಂದು ಬಿಜೆಪಿ ವಕ್ತಾರ ಸುಧಾಂಶು ತ್ರಿವೇದಿ ಹೇಳಿದ್ದಾರೆ. ಸಂವಿಧಾನಿಕ ಸಂಸ್ಥೆಯ ವಿರುದ್ಧ ಆಧಾರರಹಿತ ಆರೋಪ ಮಾಡುವುದು ಪ್ರಜಾಪ್ರಭುತ್ವಕ್ಕೆ ಅಪಮಾನ ಎಂದರು.: [188, 790, 402, 854]
- story2-col2: [688, 412, 818, 718]
- story7-body: ▪ಬೆಂಗಳೂರು: ಭರತನಾಟ್ಯ, ಸಂಗೀತ ಕಲೆ ಕಲಿಯಲು ಶ್ರೀಮಂತರ ಮಕ್ಕಳಿಗೆ ಮಾತ್ರ ಅವಕಾಶ ಎಂಬ ಕಾಲವಿತ್ತು. ಆದರೆ ಬಡ ಮಕ್ಕಳಿಗೂ ಶಾಸ್ತ್ರೀಯ ಕಲೆಗಳನ್ನು ಕಲಿಸುವ ಉದ್ದೇಶದಿಂದ ನಿದಂ ಸಂಸ್ಥೆ ಕಳೆದ ಹತ್ತು ವರ್ಷಗಳಿಂದ ಉಚಿತ ತರಬೇತಿ ನೀಡುತ್ತಿದೆ. ಸರ್ಕಾರಿ ಶಾಲೆಗಳ ಮಕ್ಕಳಿಗೆ ಭರತನಾಟ್ಯ, ಸಂಗೀತ ಹೇಳಿಕೊಡಲಾಗುತ್ತಿದೆ. ಸಂಸ್ಥೆಯ ಸ್ವಯಂಸೇವಕರು ಶಾಲೆಗಳಿಗೆ ತೆರಳಿ ತರಬೇತಿ ನೀಡುತ್ತಿದ್ದಾರೆ.: [476, 1216, 656, 1262]
- poem-page[interactable]: ▶ ಪುಟ 6: [81, 415, 106, 424]
- swamiji-icon: [10, 1206, 70, 1256]
